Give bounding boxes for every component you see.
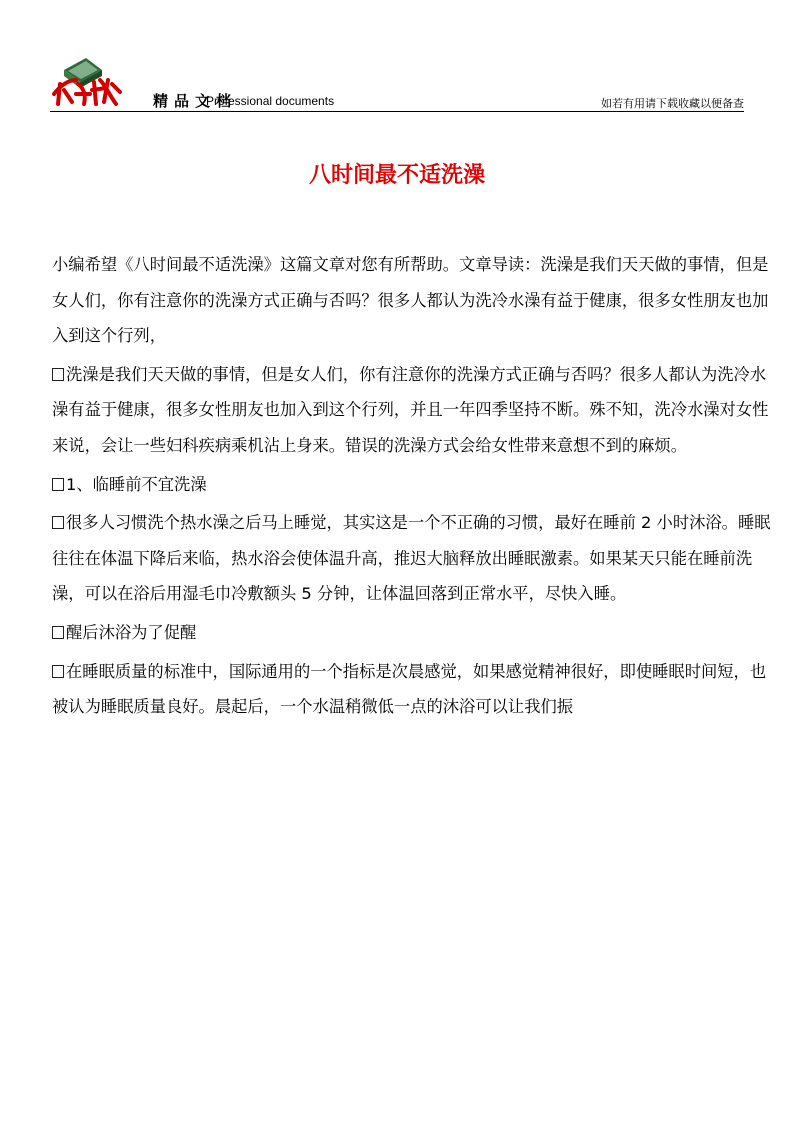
document-body <box>52 247 772 725</box>
checkbox-glyph-icon <box>52 368 64 381</box>
brand-en: Professional documents <box>206 94 335 108</box>
paragraph: 在睡眠质量的标准中，国际通用的一个指标是次晨感觉，如果感觉精神很好，即使睡眠时间短，也被认为睡眠质量良好。晨起后，一个水温稍微低一点的沐浴可以让我们振 <box>52 661 767 717</box>
section-heading: 1、临睡前不宜洗澡 <box>52 467 772 503</box>
checkbox-glyph-icon <box>52 665 64 678</box>
checkbox-glyph-icon <box>52 516 64 529</box>
header-rule <box>50 111 744 112</box>
checkbox-glyph-icon <box>52 478 64 491</box>
paragraph: 洗澡是我们天天做的事情，但是女人们，你有注意你的洗澡方式正确与否吗？很多人都认为洗冷水澡有益于健康，很多女性朋友也加入到这个行列，并且一年四季坚持不断。殊不知，洗冷水澡对女性来说，会让一些妇科疾病乘机沾上身来。错误的洗澡方式会给女性带来意想不到的麻烦。 <box>52 364 769 455</box>
page-header <box>50 50 744 112</box>
checkbox-glyph-icon <box>52 626 64 639</box>
zhishi-logo-icon <box>50 50 150 108</box>
paragraph: 小编希望《八时间最不适洗澡》这篇文章对您有所帮助。文章导读：洗澡是我们天天做的事情，但是女人们，你有注意你的洗澡方式正确与否吗？很多人都认为洗冷水澡有益于健康，很多女性朋友也加入到这个行列， <box>52 255 769 346</box>
section-heading: 醒后沐浴为了促醒 <box>52 615 772 651</box>
brand-cn: 精品文档 <box>153 92 238 110</box>
paragraph: 很多人习惯洗个热水澡之后马上睡觉，其实这是一个不正确的习惯，最好在睡前 2 小时沐浴。睡眠往往在体温下降后来临，热水浴会使体温升高，推迟大脑释放出睡眠激素。如果某天只能在睡前洗澡，可以在浴后用湿毛巾冷敷额头 5 分钟，让体温回落到正常水平，尽快入睡。 <box>52 513 771 604</box>
download-note: 如若有用请下载收藏以便备查 <box>601 97 744 110</box>
document-title: 八时间最不适洗澡 <box>308 163 485 188</box>
